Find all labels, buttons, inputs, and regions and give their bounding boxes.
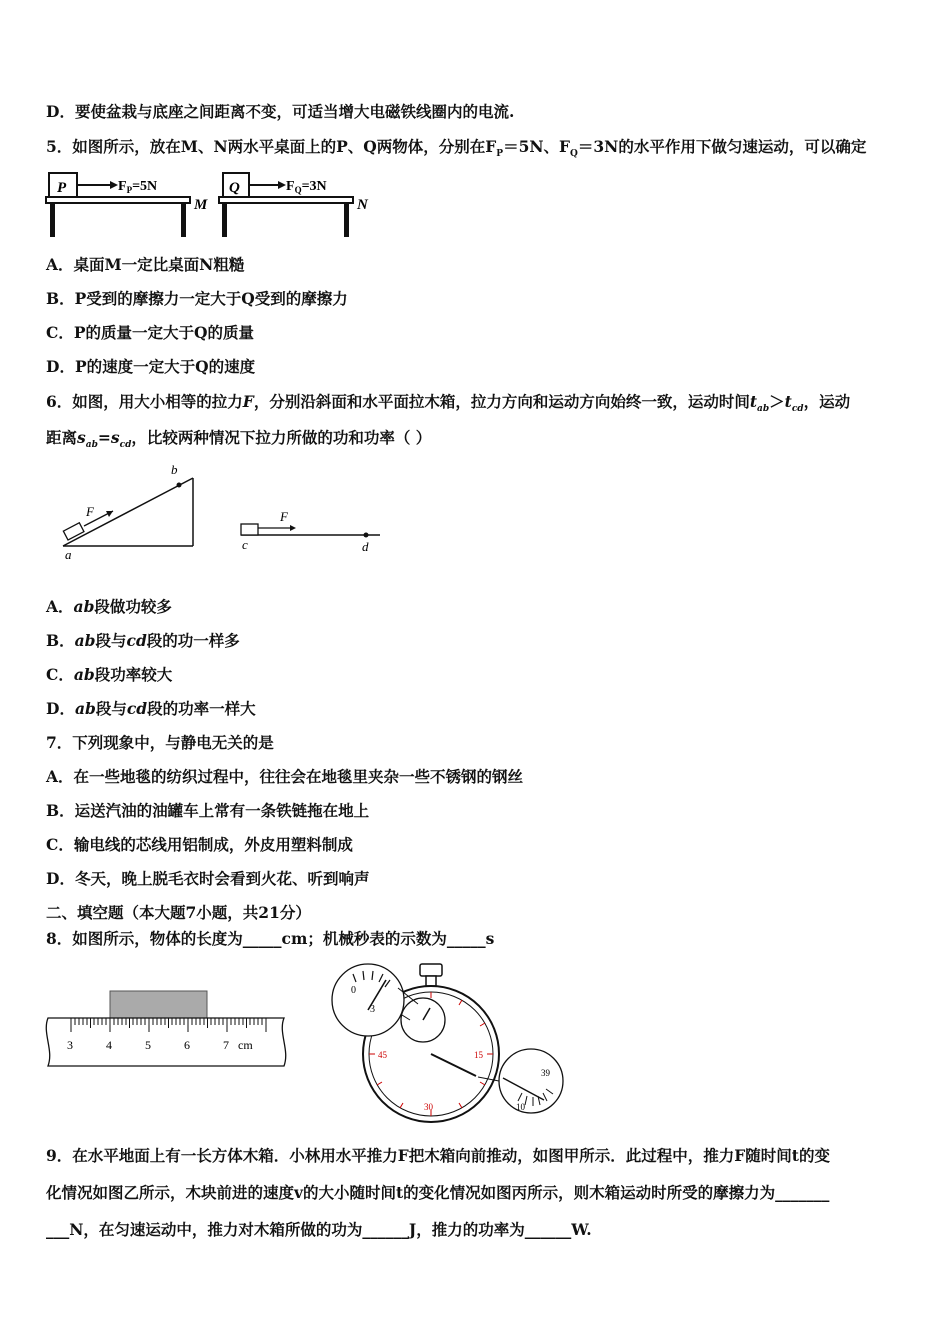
incline-slope bbox=[63, 478, 193, 546]
block-p-label: P bbox=[57, 180, 67, 196]
q9-line1: 9．在水平地面上有一长方体木箱．小林用水平推力F把木箱向前推动，如图甲所示．此过程中，推力F随时间t的变 bbox=[46, 1146, 830, 1165]
q6-t1: t bbox=[749, 392, 757, 411]
q6-optB-ab: ab bbox=[74, 631, 96, 650]
table-m-leg-right bbox=[181, 203, 186, 237]
point-c-label: c bbox=[242, 537, 248, 552]
incline-force-label: F bbox=[86, 504, 94, 519]
q9-line2-text: 化情况如图乙所示，木块前进的速度v的大小随时间t的变化情况如图丙所示，则木箱运动时所受的摩擦力为 bbox=[46, 1183, 776, 1202]
q6-optB-mid: 段与 bbox=[95, 631, 127, 650]
q6-t2: t bbox=[784, 392, 792, 411]
force-q-label: $F_Q=3N$ bbox=[286, 179, 327, 195]
q8-ruler-figure bbox=[44, 988, 290, 1070]
point-b-dot bbox=[177, 483, 182, 488]
q9-line3-b: J，推力的功率为 bbox=[408, 1220, 525, 1239]
q9-blank-friction[interactable]: _______ bbox=[775, 1183, 830, 1202]
q6-optD-ab: ab bbox=[74, 699, 96, 718]
q8-stem bbox=[46, 929, 494, 949]
q5-figure-tables bbox=[44, 168, 374, 244]
zoom-second-label-10: 10 bbox=[516, 1102, 525, 1112]
q6-optD-mid: 段与 bbox=[95, 699, 127, 718]
q9-blank-work[interactable]: ______ bbox=[362, 1220, 409, 1239]
point-b-label: b bbox=[171, 462, 178, 477]
q6-s-ab: ab bbox=[85, 440, 98, 451]
point-d-label: d bbox=[362, 539, 369, 554]
zoom-minute-label-3: 3 bbox=[370, 1004, 375, 1015]
q5-option-d: D．P的速度一定大于Q的速度 bbox=[46, 357, 256, 376]
q6-t-ab: ab bbox=[757, 404, 770, 415]
q6-eq: = bbox=[97, 428, 111, 447]
q6-optD-pre: D． bbox=[46, 699, 75, 718]
table-n-leg-left bbox=[222, 203, 227, 237]
q6-gt: ＞ bbox=[769, 392, 785, 411]
q6-optB-cd: cd bbox=[126, 631, 147, 650]
q5-sub-p: P bbox=[496, 149, 504, 160]
point-d-dot bbox=[364, 533, 369, 538]
block-q-label: Q bbox=[229, 180, 240, 196]
stopwatch-stem bbox=[426, 976, 436, 986]
q5-stem-end: ＝3N的水平作用下做匀速运动，可以确定 bbox=[577, 137, 867, 156]
q9-line3-a: N，在匀速运动中，推力对木箱所做的功为 bbox=[69, 1220, 363, 1239]
q5-option-a: A．桌面M一定比桌面N粗糙 bbox=[46, 255, 245, 274]
q6-stem1-a: 6．如图，用大小相等的拉力 bbox=[46, 392, 243, 411]
zoom-minute-label-0: 0 bbox=[351, 985, 356, 996]
q6-option-d bbox=[46, 699, 256, 719]
q6-optB-pre: B． bbox=[46, 631, 75, 650]
stopwatch-label-30: 30 bbox=[424, 1102, 433, 1112]
q8-stopwatch-figure bbox=[318, 960, 568, 1128]
q7-option-b: B．运送汽油的油罐车上常有一条铁链拖在地上 bbox=[46, 801, 370, 820]
q7-option-a: A．在一些地毯的纺织过程中，往往会在地毯里夹杂一些不锈钢的钢丝 bbox=[46, 767, 524, 786]
q6-optD-post: 段的功率一样大 bbox=[147, 699, 256, 718]
q6-stem1-c: ，运动 bbox=[803, 392, 851, 411]
table-m-label: M bbox=[194, 197, 208, 213]
force-p-arrowhead bbox=[110, 181, 118, 189]
horizontal-box bbox=[241, 524, 258, 535]
q8-stem-c: s bbox=[485, 929, 495, 948]
q6-stem2-a: 距离 bbox=[46, 428, 78, 447]
q6-s-cd: cd bbox=[119, 440, 132, 451]
q6-optC-pre: C． bbox=[46, 665, 74, 684]
q6-stem-line2 bbox=[46, 428, 431, 455]
stopwatch-crown bbox=[420, 964, 442, 976]
q5-stem-mid: ＝5N、F bbox=[503, 137, 571, 156]
q5-stem-text: 5．如图所示，放在M、N两水平桌面上的P、Q两物体，分别在F bbox=[46, 137, 497, 156]
q6-optA-pre: A． bbox=[46, 597, 74, 616]
horizontal-force-label: F bbox=[280, 509, 288, 524]
table-n-label: N bbox=[357, 197, 368, 213]
ruler-label-6: 6 bbox=[184, 1038, 190, 1052]
q6-stem1-b: ，分别沿斜面和水平面拉木箱，拉力方向和运动方向始终一致，运动时间 bbox=[253, 392, 750, 411]
measured-object bbox=[110, 991, 207, 1018]
q6-optC-ab: ab bbox=[73, 665, 95, 684]
q9-blank-power[interactable]: ______ bbox=[524, 1220, 572, 1239]
stopwatch-label-15: 15 bbox=[474, 1050, 483, 1060]
q6-stem1-f: F bbox=[242, 392, 254, 411]
q6-optA-post: 段做功较多 bbox=[94, 597, 172, 616]
q6-option-a bbox=[46, 597, 172, 617]
q6-t-cd: cd bbox=[791, 404, 804, 415]
table-m-leg-left bbox=[50, 203, 55, 237]
q7-option-d: D．冬天，晚上脱毛衣时会看到火花、听到响声 bbox=[46, 869, 370, 888]
q9-line2 bbox=[46, 1183, 829, 1203]
q7-stem: 7．下列现象中，与静电无关的是 bbox=[46, 733, 274, 752]
stopwatch-label-45: 45 bbox=[378, 1050, 387, 1060]
section-2-title: 二、填空题（本大题7小题，共21分） bbox=[46, 903, 311, 922]
q6-stem2-b: ，比较两种情况下拉力所做的功和功率（ ） bbox=[131, 428, 432, 447]
q9-line3-c: W. bbox=[571, 1220, 592, 1239]
ruler-label-7: 7 bbox=[223, 1038, 229, 1052]
q6-s2: s bbox=[110, 428, 120, 447]
q6-optC-post: 段功率较大 bbox=[94, 665, 173, 684]
zoom-second-label-39: 39 bbox=[541, 1068, 550, 1078]
point-a-label: a bbox=[65, 547, 72, 562]
ruler-label-4: 4 bbox=[106, 1038, 112, 1052]
q6-s1: s bbox=[77, 428, 86, 447]
q5-option-c: C．P的质量一定大于Q的质量 bbox=[46, 323, 254, 342]
q7-option-c: C．输电线的芯线用铝制成，外皮用塑料制成 bbox=[46, 835, 353, 854]
table-n-leg-right bbox=[344, 203, 349, 237]
q4-option-d: D．要使盆栽与底座之间距离不变，可适当增大电磁铁线圈内的电流. bbox=[46, 102, 515, 121]
q6-option-c bbox=[46, 665, 172, 685]
q6-optA-ab: ab bbox=[73, 597, 95, 616]
q8-stem-a: 8．如图所示，物体的长度为 bbox=[46, 929, 243, 948]
q5-option-b: B．P受到的摩擦力一定大于Q受到的摩擦力 bbox=[46, 289, 348, 308]
q9-line3 bbox=[46, 1220, 592, 1240]
q8-blank-length[interactable]: _____ bbox=[242, 929, 282, 948]
q5-stem bbox=[46, 137, 866, 164]
q6-option-b bbox=[46, 631, 240, 651]
ruler-unit: cm bbox=[238, 1038, 253, 1052]
horizontal-force-arrowhead bbox=[290, 525, 296, 531]
q6-optD-cd: cd bbox=[126, 699, 148, 718]
q8-blank-time[interactable]: _____ bbox=[446, 929, 486, 948]
ruler-label-3: 3 bbox=[67, 1038, 73, 1052]
q8-stem-b: cm；机械秒表的示数为 bbox=[281, 929, 447, 948]
q6-figure-incline bbox=[58, 460, 388, 565]
q9-blank-friction-cont[interactable]: ___ bbox=[46, 1220, 70, 1239]
q6-optB-post: 段的功一样多 bbox=[146, 631, 240, 650]
zoom-minute-circle bbox=[332, 964, 404, 1036]
ruler-label-5: 5 bbox=[145, 1038, 151, 1052]
q5-sub-q: Q bbox=[570, 149, 578, 160]
force-q-arrowhead bbox=[278, 181, 286, 189]
force-p-label: $F_P=5N$ bbox=[118, 179, 158, 195]
q6-stem-line1 bbox=[46, 392, 850, 419]
